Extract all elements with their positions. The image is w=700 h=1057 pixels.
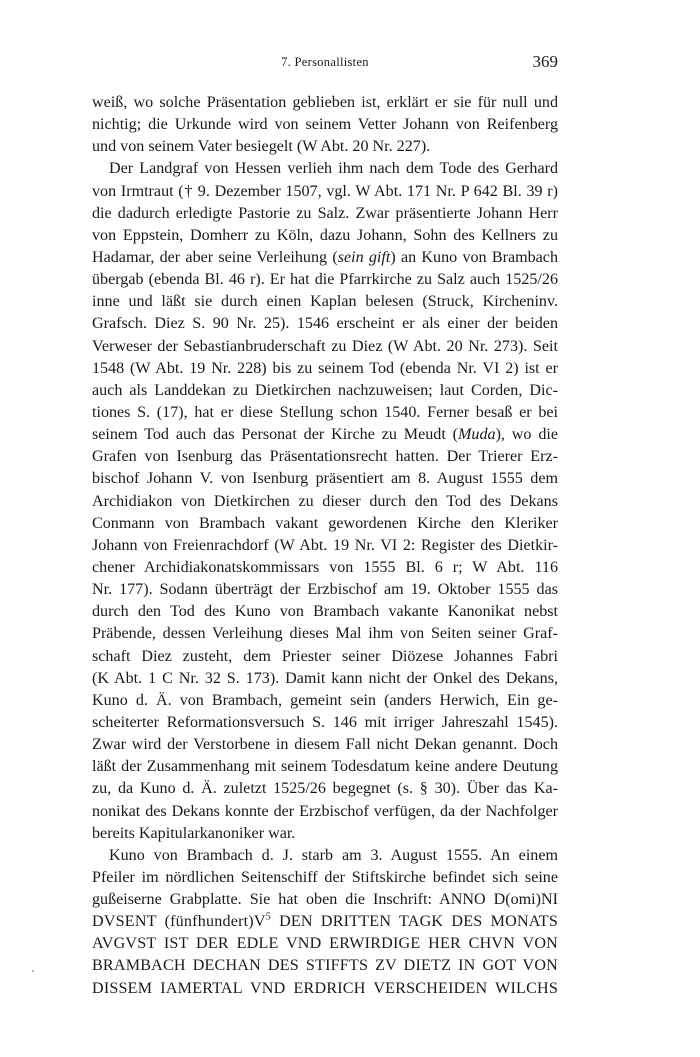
text-line: tiones S. (17), hat er diese Stellung schon 1540. Ferner besaß er bei	[92, 403, 558, 421]
text-line: seinem Tod auch das Personat der Kirche zu Meudt (Muda), wo die	[92, 426, 558, 444]
body-text	[92, 92, 558, 1000]
text-line: die dadurch erledigte Pastorie zu Salz. Zwar präsentierte Johann Herr	[92, 204, 558, 222]
text-line: zu, da Kuno d. Ä. zuletzt 1525/26 begegnet (s. § 30). Über das Ka-	[92, 780, 558, 798]
text-line: chener Archidiakonatskommissars von 1555 Bl. 6 r; W Abt. 116	[92, 558, 558, 576]
text-line: übergab (ebenda Bl. 46 r). Er hat die Pfarrkirche zu Salz auch 1525/26	[92, 271, 558, 289]
text-line: AVGVST IST DER EDLE VND ERWIRDIGE HER CHVN VON	[92, 935, 558, 953]
margin-mark	[32, 970, 34, 972]
running-head	[92, 52, 558, 76]
text-line: inne und läßt sie durch einen Kaplan belesen (Struck, Kircheninv.	[92, 293, 558, 311]
text-line: durch den Tod des Kuno von Brambach vakante Kanonikat nebst	[92, 603, 558, 621]
text-line: 1548 (W Abt. 19 Nr. 228) bis zu seinem Tod (ebenda Nr. VI 2) ist er	[92, 359, 558, 377]
italic-term: sein gift	[337, 248, 391, 266]
text-line: Archidiakon von Dietkirchen zu dieser durch den Tod des Dekans	[92, 492, 558, 510]
text-line: von Irmtraut († 9. Dezember 1507, vgl. W Abt. 171 Nr. P 642 Bl. 39 r)	[92, 182, 558, 200]
page-number: 369	[532, 52, 558, 71]
text-line: Johann von Freienrachdorf (W Abt. 19 Nr. VI 2: Register des Dietkir-	[92, 536, 558, 554]
text-line: DVSENT $(fünfhundert)V^5$ DEN DRITTEN TAGK DES MONATS	[92, 911, 558, 931]
text-line: bischof Johann V. von Isenburg präsentiert am 8. August 1555 dem	[92, 470, 558, 488]
text-line: weiß, wo solche Präsentation geblieben ist, erklärt er sie für null und	[92, 94, 558, 111]
text-line: gußeiserne Grabplatte. Sie hat oben die Inschrift: ANNO D(omi)NI	[92, 891, 558, 909]
text-line: Pfeiler im nördlichen Seitenschiff der Stiftskirche befindet sich seine	[92, 868, 558, 886]
text-line: von Eppstein, Domherr zu Köln, dazu Johann, Sohn des Kellners zu	[92, 226, 558, 244]
text-line: DISSEM IAMERTAL VND ERDRICH VERSCHEIDEN WILCHS	[92, 979, 558, 997]
text-line: Conmann von Brambach vakant gewordenen Kirche den Kleriker	[92, 514, 558, 532]
text-line: bereits Kapitularkanoniker war.	[92, 824, 296, 842]
text-line: scheiterter Reformationsversuch S. 146 mit irriger Jahreszahl 1545).	[92, 713, 558, 731]
text-line: Grafen von Isenburg das Präsentationsrecht hatten. Der Trierer Erz-	[92, 448, 558, 466]
text-line: (K Abt. 1 C Nr. 32 S. 173). Damit kann nicht der Onkel des Dekans,	[92, 669, 558, 687]
text-line: Verweser der Sebastianbruderschaft zu Diez (W Abt. 20 Nr. 273). Seit	[92, 337, 558, 355]
text-line: nonikat des Dekans konnte der Erzbischof verfügen, da der Nachfolger	[92, 802, 558, 820]
italic-term: Muda	[458, 426, 496, 444]
text-line: Grafsch. Diez S. 90 Nr. 25). 1546 erscheint er als einer der beiden	[92, 315, 558, 333]
text-line: und von seinem Vater besiegelt (W Abt. 20 Nr. 227).	[92, 138, 431, 156]
text-line: Hadamar, der aber seine Verleihung (sein gift) an Kuno von Brambach	[92, 248, 558, 266]
text-line: Der Landgraf von Hessen verlieh ihm nach dem Tode des Gerhard	[109, 160, 558, 178]
text-line: nichtig; die Urkunde wird von seinem Vetter Johann von Reifenberg	[92, 116, 558, 134]
text-line: läßt der Zusammenhang mit seinem Todesdatum keine andere Deutung	[92, 758, 558, 776]
superscript: 5	[265, 911, 271, 923]
chapter-title: 7. Personallisten	[281, 55, 369, 69]
text-line: Nr. 177). Sodann überträgt der Erzbischof am 19. Oktober 1555 das	[92, 581, 558, 599]
text-line: Zwar wird der Verstorbene in diesem Fall nicht Dekan genannt. Doch	[92, 736, 558, 754]
text-line: schaft Diez zusteht, dem Priester seiner Diözese Johannes Fabri	[92, 647, 558, 665]
text-line: Kuno von Brambach d. J. starb am 3. August 1555. An einem	[109, 846, 558, 864]
text-line: Präbende, dessen Verleihung dieses Mal ihm von Seiten seiner Graf-	[92, 625, 558, 643]
text-line: auch als Landdekan zu Dietkirchen nachzuweisen; laut Corden, Dic-	[92, 381, 558, 399]
text-line: BRAMBACH DECHAN DES STIFFTS ZV DIETZ IN GOT VON	[92, 957, 558, 975]
text-line: Kuno d. Ä. von Brambach, gemeint sein (anders Herwich, Ein ge-	[92, 691, 558, 709]
